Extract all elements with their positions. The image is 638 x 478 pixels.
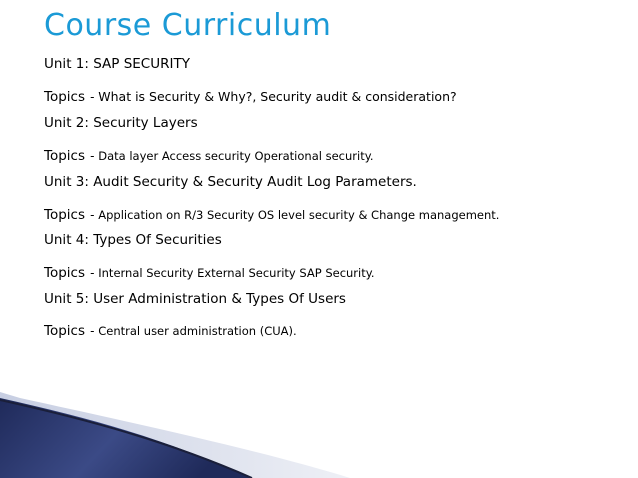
topics-label: Topics <box>44 207 85 223</box>
topics-label: Topics <box>44 148 85 164</box>
unit-4-heading: Unit 4: Types Of Securities <box>44 232 222 248</box>
topics-text: Internal Security External Security SAP Security. <box>98 266 375 280</box>
topics-text: Central user administration (CUA). <box>98 324 297 338</box>
unit-2-heading: Unit 2: Security Layers <box>44 115 198 131</box>
topics-label: Topics <box>44 265 85 281</box>
topics-dash: - <box>90 324 99 338</box>
topics-dash: - <box>90 149 99 163</box>
topics-text: Application on R/3 Security OS level security & Change management. <box>98 208 500 222</box>
topics-dash: - <box>90 90 99 104</box>
unit-3-heading: Unit 3: Audit Security & Security Audit Log Parameters. <box>44 174 417 190</box>
topics-dash: - <box>90 208 99 222</box>
topics-label: Topics <box>44 323 85 339</box>
swoosh-dark-band <box>0 398 250 478</box>
topics-dash: - <box>90 266 99 280</box>
topics-text: What is Security & Why?, Security audit & consideration? <box>98 89 457 104</box>
unit-5-heading: Unit 5: User Administration & Types Of Users <box>44 291 346 307</box>
unit-1-heading: Unit 1: SAP SECURITY <box>44 56 190 72</box>
topics-label: Topics <box>44 89 85 105</box>
topics-text: Data layer Access security Operational security. <box>98 149 374 163</box>
slide-title: Course Curriculum <box>44 8 332 43</box>
